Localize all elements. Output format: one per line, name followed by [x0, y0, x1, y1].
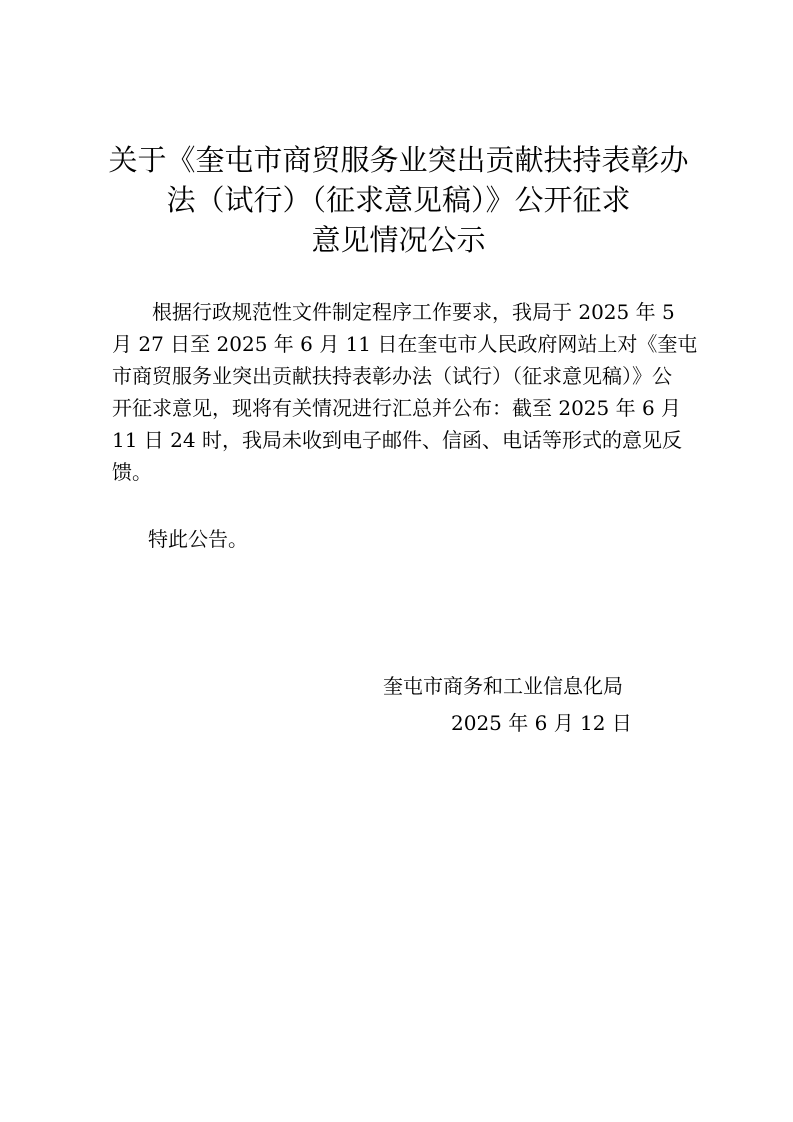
- document-title: [96, 140, 701, 260]
- body-line: 根据行政规范性文件制定程序工作要求，我局于 2025 年 5: [152, 300, 675, 324]
- body-line: 11 日 24 时，我局未收到电子邮件、信函、电话等形式的意见反: [112, 428, 682, 452]
- title-line: 意见情况公示: [311, 223, 486, 257]
- issue-date: 2025 年 6 月 12 日: [451, 711, 632, 735]
- title-line: 关于《奎屯市商贸服务业突出贡献扶持表彰办: [108, 143, 689, 177]
- body-line: 开征求意见，现将有关情况进行汇总并公布：截至 2025 年 6 月: [112, 396, 682, 420]
- body-line: 市商贸服务业突出贡献扶持表彰办法（试行）（征求意见稿）》公: [112, 364, 672, 388]
- closing-statement: 特此公告。: [148, 527, 248, 551]
- document-body: [112, 296, 698, 488]
- body-line: 馈。: [112, 460, 152, 484]
- body-line: 月 27 日至 2025 年 6 月 11 日在奎屯市人民政府网站上对《奎屯: [112, 332, 698, 356]
- title-line: 法（试行）（征求意见稿）》公开征求: [166, 183, 631, 217]
- issuing-authority: 奎屯市商务和工业信息化局: [383, 674, 623, 698]
